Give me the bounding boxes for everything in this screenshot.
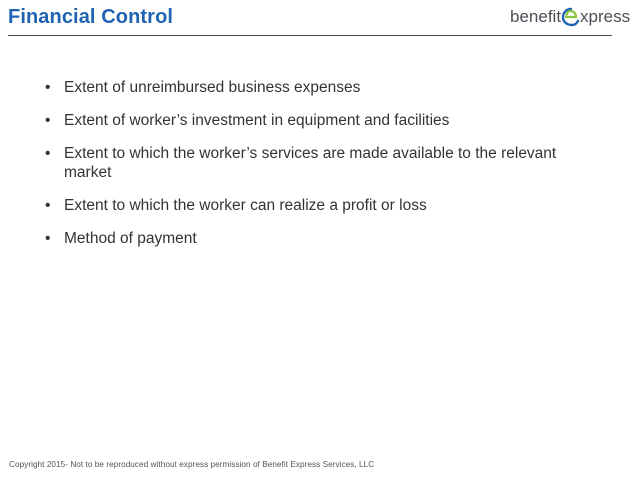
bullet-marker: • — [45, 197, 51, 214]
bullet-item — [45, 196, 605, 215]
bullet-text: Extent to which the worker’s services are made available to the relevant market — [64, 145, 557, 181]
bullet-text: Extent to which the worker can realize a profit or loss — [64, 197, 427, 214]
benefit-express-logo — [510, 4, 630, 30]
logo-e-swirl-icon — [561, 7, 581, 27]
bullet-text: Extent of worker’s investment in equipment and facilities — [64, 112, 450, 129]
logo-text-benefit: benefit — [510, 7, 562, 26]
bullet-list — [45, 78, 605, 262]
bullet-marker: • — [45, 230, 51, 247]
bullet-text: Method of payment — [64, 230, 197, 247]
bullet-marker: • — [45, 112, 51, 129]
bullet-item — [45, 144, 605, 182]
bullet-marker: • — [45, 145, 51, 162]
bullet-item — [45, 78, 605, 97]
logo-text-xpress: xpress — [580, 7, 631, 26]
slide-title: Financial Control — [8, 6, 174, 28]
bullet-item — [45, 111, 605, 130]
copyright-footer: Copyright 2015- Not to be reproduced without express permission of Benefit Express Services, LLC — [9, 460, 375, 469]
bullet-item — [45, 229, 605, 248]
title-divider — [8, 35, 612, 36]
bullet-text: Extent of unreimbursed business expenses — [64, 79, 361, 96]
bullet-marker: • — [45, 79, 51, 96]
